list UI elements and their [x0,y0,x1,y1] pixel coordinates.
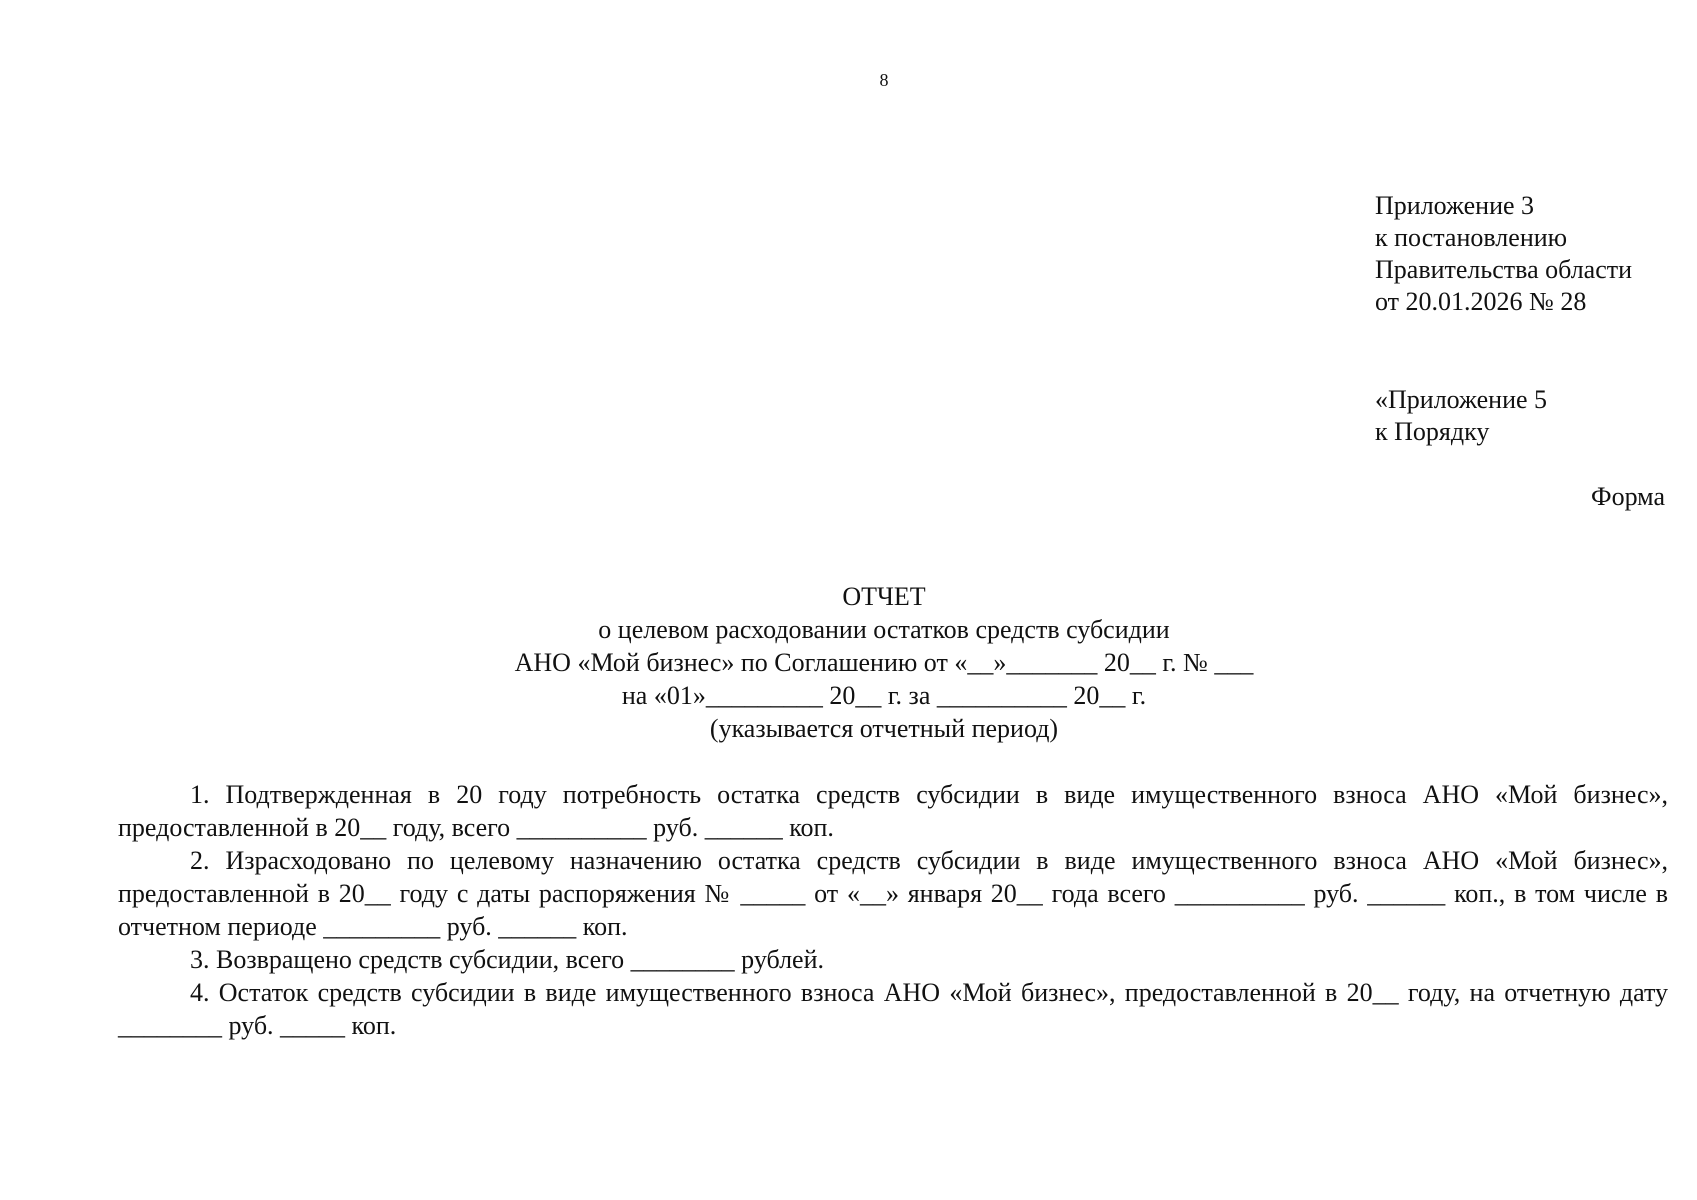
page-number: 8 [879,70,889,90]
report-item-1: 1. Подтвержденная в 20 году потребность остатка средств субсидии в виде имущественного взноса АНО «Мой бизнес», предоставленной в 20__ году, всего __________ руб. ______ коп. [118,780,1668,842]
annex-line-2: к постановлению [1375,223,1568,252]
annex-quote-line-2: к Порядку [1375,417,1490,446]
report-title-block [0,580,1697,745]
report-subtitle-line-2: АНО «Мой бизнес» по Соглашению от «__»_______ 20__ г. № ___ [514,648,1254,677]
report-item-3: 3. Возвращено средств субсидии, всего ________ рублей. [190,945,825,974]
report-subtitle-line-1: о целевом расходовании остатков средств субсидии [598,615,1170,644]
annex-line-3: Правительства области [1375,255,1633,284]
annex-header [1375,190,1632,318]
report-subtitle-line-4: (указывается отчетный период) [709,714,1059,743]
report-subtitle-line-3: на «01»_________ 20__ г. за __________ 20__ г. [621,681,1147,710]
annex-quote-line-1: «Приложение 5 [1375,385,1548,414]
form-label: Форма [1591,482,1665,511]
annex-line-1: Приложение 3 [1375,191,1535,220]
report-heading: ОТЧЕТ [842,582,926,611]
report-item-4: 4. Остаток средств субсидии в виде имущественного взноса АНО «Мой бизнес», предоставленной в 20__ году, на отчетную дату ________ руб. _____ коп. [118,978,1668,1040]
annex-line-4: от 20.01.2026 № 28 [1375,287,1587,316]
report-item-2: 2. Израсходовано по целевому назначению остатка средств субсидии в виде имущественного взноса АНО «Мой бизнес», предоставленной в 20__ году с даты распоряжения № _____ от «__» января 20__ года всего __________ руб. ______ коп., в том числе в отчетном периоде _________ руб. ______ коп. [118,846,1668,941]
report-body [118,778,1668,1042]
annex-quote-header [1375,384,1547,448]
